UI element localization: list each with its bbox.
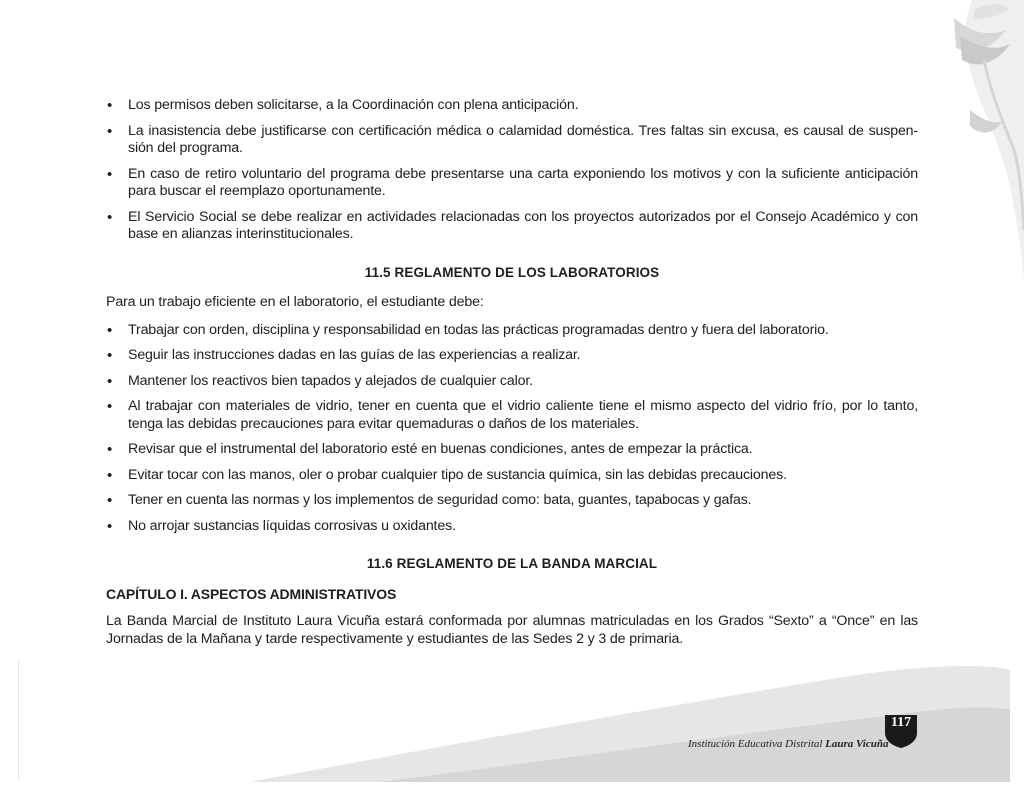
page-number: 117 — [890, 715, 912, 730]
requirements-list — [106, 97, 918, 244]
list-item: • Trabajar con orden, disciplina y responsabilidad en todas las prácticas programadas dentro y fuera del laboratorio. — [106, 322, 918, 340]
list-item: • Tener en cuenta las normas y los implementos de seguridad como: bata, guantes, tapabocas y gafas. — [106, 492, 918, 510]
banda-marcial-paragraph: La Banda Marcial de Instituto Laura Vicuña estará conformada por alumnas matriculadas en los Grados “Sexto” a “Once” en las Jornadas de la Mañana y tarde respectivamente y estudiantes de las Sedes 2 y 3 de primaria. — [106, 613, 918, 647]
list-item: • Al trabajar con materiales de vidrio, tener en cuenta que el vidrio caliente tiene el mismo aspecto del vidrio frío, por lo tanto, tenga las debidas precauciones para evitar quemaduras o daños de los materiales. — [106, 398, 918, 433]
list-item: • La inasistencia debe justificarse con certificación médica o calamidad doméstica. Tres faltas sin excusa, es causal de suspen-sión del programa. — [106, 123, 918, 158]
list-item: • En caso de retiro voluntario del programa debe presentarse una carta exponiendo los motivos y con la suficiente anticipación para buscar el reemplazo oportunamente. — [106, 166, 918, 201]
page-content — [106, 97, 918, 658]
footer-institution-label: Institución Educativa Distrital — [688, 738, 823, 750]
laboratorio-rules-list — [106, 322, 918, 536]
footer-institution — [688, 738, 888, 750]
laboratorio-intro: Para un trabajo eficiente en el laboratorio, el estudiante debe: — [106, 294, 484, 310]
list-item: • Los permisos deben solicitarse, a la Coordinación con plena anticipación. — [106, 97, 918, 115]
list-item: • Evitar tocar con las manos, oler o probar cualquier tipo de sustancia química, sin las debidas precauciones. — [106, 467, 918, 485]
list-item: • Mantener los reactivos bien tapados y alejados de cualquier calor. — [106, 373, 918, 391]
footer-institution-name: Laura Vicuña — [825, 738, 889, 750]
list-item: • El Servicio Social se debe realizar en actividades relacionadas con los proyectos autorizados por el Consejo Académico y con base en alianzas interinstitucionales. — [106, 209, 918, 244]
chapter-heading: CAPÍTULO I. ASPECTOS ADMINISTRATIVOS — [106, 585, 397, 602]
section-title-banda-marcial: 11.6 REGLAMENTO DE LA BANDA MARCIAL — [366, 556, 658, 571]
list-item: • No arrojar sustancias líquidas corrosivas u oxidantes. — [106, 518, 918, 536]
section-title-laboratorios: 11.5 REGLAMENTO DE LOS LABORATORIOS — [364, 264, 660, 280]
wave-decoration-bottom — [0, 640, 1024, 799]
floral-decoration-top — [914, 0, 1024, 280]
list-item: • Seguir las instrucciones dadas en las guías de las experiencias a realizar. — [106, 347, 918, 365]
list-item: • Revisar que el instrumental del laboratorio esté en buenas condiciones, antes de empezar la práctica. — [106, 441, 918, 459]
